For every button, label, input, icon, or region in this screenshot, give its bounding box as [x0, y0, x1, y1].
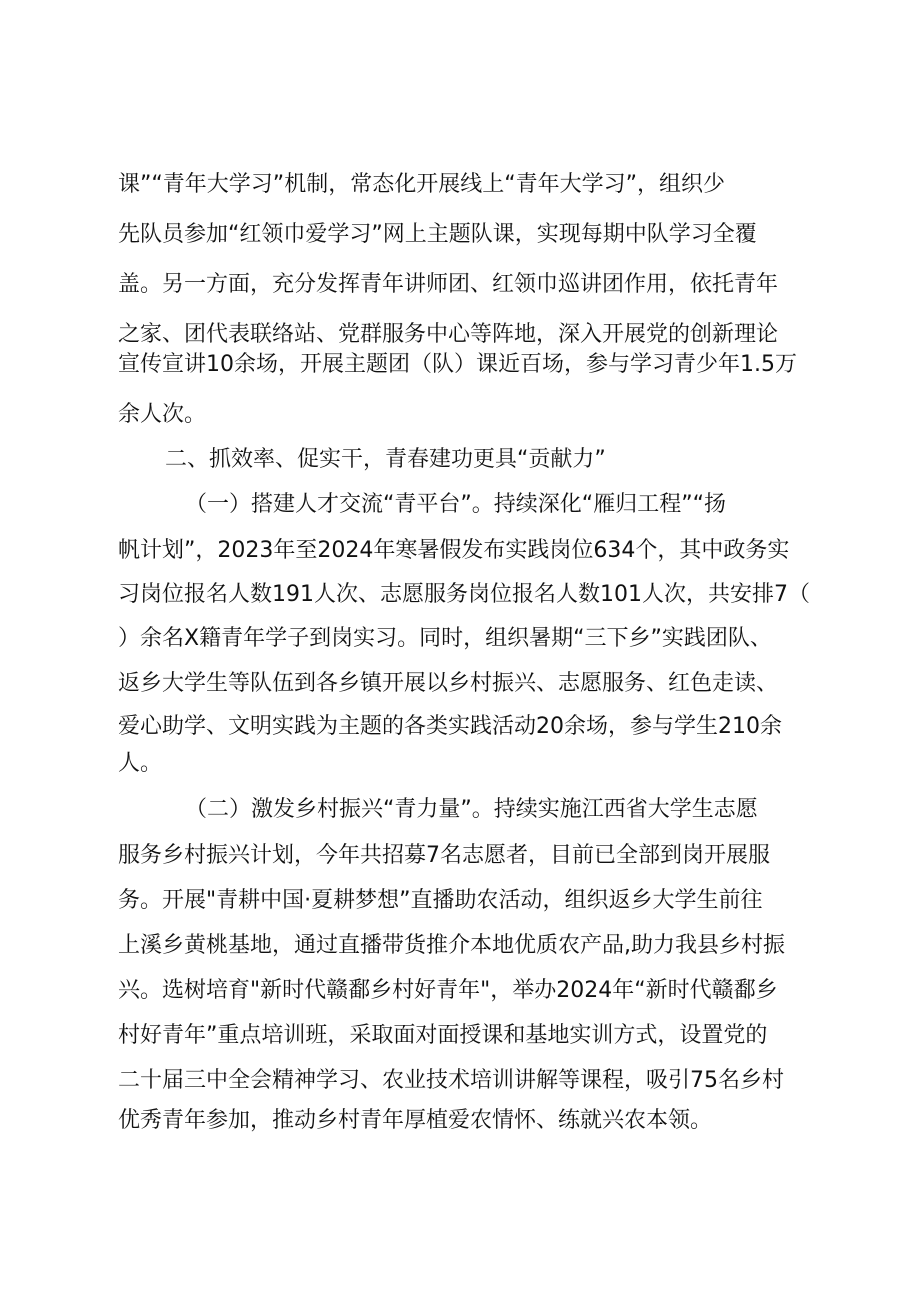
body-text-line: 先队员参加“红领巾爱学习”网上主题队课，实现每期中队学习全覆	[118, 222, 757, 247]
body-text-line: 余人次。	[118, 402, 207, 427]
body-text-line: 宣传宣讲10余场，开展主题团（队）课近百场，参与学习青少年1.5万	[118, 352, 797, 377]
body-text-line: 盖。另一方面，充分发挥青年讲师团、红领巾巡讲团作用，依托青年	[118, 272, 779, 297]
subsection-heading-line: （二）激发乡村振兴“青力量”。持续实施江西省大学生志愿	[185, 797, 758, 822]
body-text-line: 课”“青年大学习”机制，常态化开展线上“青年大学习”，组织少	[118, 172, 725, 197]
body-text-line: 上溪乡黄桃基地，通过直播带货推介本地优质农产品,助力我县乡村振	[118, 933, 785, 958]
body-text-line: 服务乡村振兴计划，今年共招募7名志愿者，目前已全部到岗开展服	[118, 843, 770, 868]
body-text-line: ）余名X籍青年学子到岗实习。同时，组织暑期“三下乡”实践团队、	[118, 626, 772, 651]
body-text-line: 帆计划”，2023年至2024年寒暑假发布实践岗位634个，其中政务实	[118, 538, 790, 563]
body-text-line: 之家、团代表联络站、党群服务中心等阵地，深入开展党的创新理论	[118, 322, 779, 347]
section-heading: 二、抓效率、促实干，青春建功更具“贡献力”	[165, 447, 606, 472]
body-text-line: 爱心助学、文明实践为主题的各类实践活动20余场，参与学生210余	[118, 714, 782, 739]
subsection-heading-line: （一）搭建人才交流“青平台”。持续深化“雁归工程”“扬	[185, 492, 726, 517]
body-text-line: 优秀青年参加，推动乡村青年厚植爱农情怀、练就兴农本领。	[118, 1108, 713, 1133]
body-text-line: 二十届三中全会精神学习、农业技术培训讲解等课程，吸引75名乡村	[118, 1068, 784, 1093]
body-text-line: 务。开展"青耕中国·夏耕梦想”直播助农活动，组织返乡大学生前往	[118, 888, 763, 913]
body-text-line: 返乡大学生等队伍到各乡镇开展以乡村振兴、志愿服务、红色走读、	[118, 671, 779, 696]
body-text-line: 兴。选树培育"新时代赣鄱乡村好青年"，举办2024年“新时代赣鄱乡	[118, 978, 778, 1003]
body-text-line: 习岗位报名人数191人次、志愿服务岗位报名人数101人次，共安排7（	[118, 582, 810, 607]
body-text-line: 人。	[118, 751, 163, 776]
body-text-line: 村好青年”重点培训班，采取面对面授课和基地实训方式，设置党的	[118, 1023, 768, 1048]
